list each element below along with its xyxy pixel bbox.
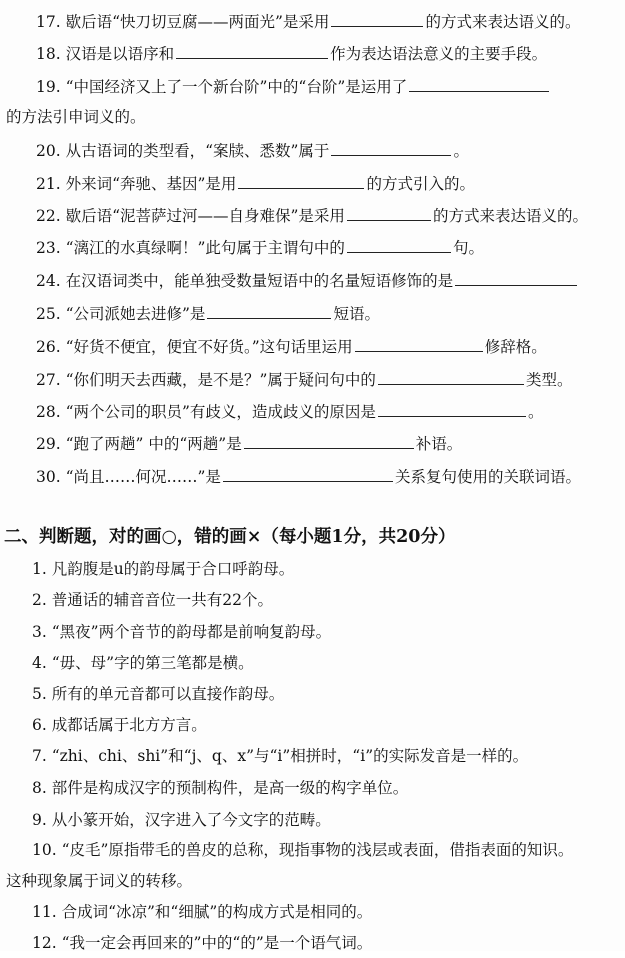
fill-question: [0, 364, 625, 394]
answer-blank[interactable]: [409, 71, 549, 92]
answer-blank[interactable]: [223, 461, 393, 482]
fill-question: [0, 168, 625, 198]
judge-statement: [0, 679, 625, 709]
question-prefix: 28. “两个公司的职员”有歧义，造成歧义的原因是: [36, 403, 376, 421]
answer-blank[interactable]: [238, 168, 364, 189]
question-prefix: 21. 外来词“奔驰、基因”是用: [36, 175, 237, 193]
question-text: [36, 428, 462, 459]
question-text: [36, 461, 581, 492]
statement-text: 10. “皮毛”原指带毛的兽皮的总称，现指事物的浅层或表面，借指表面的知识。: [32, 841, 574, 859]
question-suffix: 作为表达语法意义的主要手段。: [330, 45, 548, 63]
answer-blank[interactable]: [378, 396, 526, 417]
question-suffix: 。: [453, 142, 469, 160]
question-suffix: 修辞格。: [484, 338, 547, 356]
fill-question: [0, 265, 625, 295]
judge-statement: [0, 835, 625, 865]
fill-question: [0, 38, 625, 68]
question-suffix: 短语。: [333, 305, 380, 323]
fill-question: [0, 461, 625, 491]
judge-statement: [0, 741, 625, 771]
statement-text: 4. “毋、母”字的第三笔都是横。: [32, 654, 254, 672]
answer-blank[interactable]: [176, 38, 328, 59]
question-text: [36, 232, 484, 263]
fill-question: [0, 396, 625, 426]
statement-text: 12. “我一定会再回来的”中的“的”是一个语气词。: [32, 934, 373, 952]
answer-blank[interactable]: [347, 200, 431, 221]
question-suffix: 句。: [452, 239, 484, 257]
statement-text: 9. 从小篆开始，汉字进入了今文字的范畴。: [32, 811, 331, 829]
judge-statement: [0, 554, 625, 584]
fill-question: [0, 71, 625, 101]
question-suffix: 类型。: [525, 371, 573, 389]
statement-text: 7. “zhi、chi、shi”和“j、q、x”与“i”相拼时，“i”的实际发音是一样的。: [32, 747, 529, 765]
question-text: [36, 6, 580, 37]
answer-blank[interactable]: [331, 135, 451, 156]
statement-text: 8. 部件是构成汉字的预制构件，是高一级的构字单位。: [32, 779, 409, 797]
question-suffix: 补语。: [415, 435, 463, 453]
question-prefix: 20. 从古语词的类型看，“案牍、悉数”属于: [36, 142, 330, 160]
statement-text: 6. 成都话属于北方方言。: [32, 716, 207, 734]
fill-question: [0, 428, 625, 458]
answer-blank[interactable]: [347, 232, 451, 253]
question-text: [36, 298, 380, 329]
judge-statement: [0, 710, 625, 740]
answer-blank[interactable]: [244, 428, 414, 449]
question-text: [36, 168, 475, 199]
question-suffix: 的方式来表达语义的。: [425, 13, 581, 31]
question-prefix: 24. 在汉语词类中，能单独受数量短语中的名量短语修饰的是: [36, 272, 454, 290]
question-text: [36, 265, 579, 296]
judge-statement: [0, 617, 625, 647]
fill-question: [0, 298, 625, 328]
question-prefix: 23. “漓江的水真绿啊！”此句属于主谓句中的: [36, 239, 345, 257]
fill-question: [0, 200, 625, 230]
question-prefix: 的方法引申词义的。: [6, 108, 146, 126]
fill-question: [0, 232, 625, 262]
judge-statement: [0, 648, 625, 678]
question-prefix: 22. 歇后语“泥菩萨过河——自身难保”是采用: [36, 207, 345, 225]
statement-text: 2. 普通话的辅音音位一共有22个。: [32, 591, 273, 609]
answer-blank[interactable]: [331, 6, 423, 27]
question-text: [36, 331, 547, 362]
statement-text: 1. 凡韵腹是u的韵母属于合口呼韵母。: [32, 560, 295, 578]
judge-statement: [0, 928, 625, 958]
answer-blank[interactable]: [355, 331, 483, 352]
question-suffix: 关系复句使用的关联词语。: [394, 468, 581, 486]
question-text: [36, 364, 572, 395]
question-text: [36, 38, 547, 69]
question-text: [6, 102, 146, 132]
section-title: 二、判断题，对的画○，错的画×（每小题1分，共20分）: [4, 527, 456, 547]
judge-statement: [0, 866, 625, 896]
judge-statement: [0, 585, 625, 615]
fill-question: [0, 135, 625, 165]
question-prefix: 27. “你们明天去西藏，是不是？”属于疑问句中的: [36, 371, 376, 389]
question-suffix: 。: [527, 403, 544, 421]
answer-blank[interactable]: [207, 298, 331, 319]
question-text: [36, 396, 543, 427]
answer-blank[interactable]: [455, 265, 577, 286]
answer-blank[interactable]: [378, 364, 524, 385]
statement-text: 这种现象属于词义的转移。: [6, 872, 193, 890]
statement-text: 11. 合成词“冰凉”和“细腻”的构成方式是相同的。: [32, 903, 373, 921]
question-prefix: 29. “跑了两趟” 中的“两趟”是: [36, 435, 242, 453]
fill-question: [0, 331, 625, 361]
question-text: [36, 135, 469, 166]
question-prefix: 18. 汉语是以语序和: [36, 45, 175, 63]
fill-question: [0, 6, 625, 36]
statement-text: 5. 所有的单元音都可以直接作韵母。: [32, 685, 285, 703]
fill-question: [0, 102, 625, 132]
judge-statement: [0, 773, 625, 803]
question-prefix: 19. “中国经济又上了一个新台阶”中的“台阶”是运用了: [36, 78, 408, 96]
question-prefix: 17. 歇后语“快刀切豆腐——两面光”是采用: [36, 13, 330, 31]
statement-text: 3. “黑夜”两个音节的韵母都是前响复韵母。: [32, 623, 332, 641]
judge-statement: [0, 805, 625, 835]
question-suffix: 的方式来表达语义的。: [432, 207, 588, 225]
question-prefix: 30. “尚且……何况……”是: [36, 468, 221, 486]
question-prefix: 26. “好货不便宜，便宜不好货。”这句话里运用: [36, 338, 353, 356]
question-suffix: 的方式引入的。: [366, 175, 475, 193]
judge-statement: [0, 897, 625, 927]
question-text: [36, 71, 551, 102]
question-text: [36, 200, 588, 231]
question-prefix: 25. “公司派她去进修”是: [36, 305, 206, 323]
